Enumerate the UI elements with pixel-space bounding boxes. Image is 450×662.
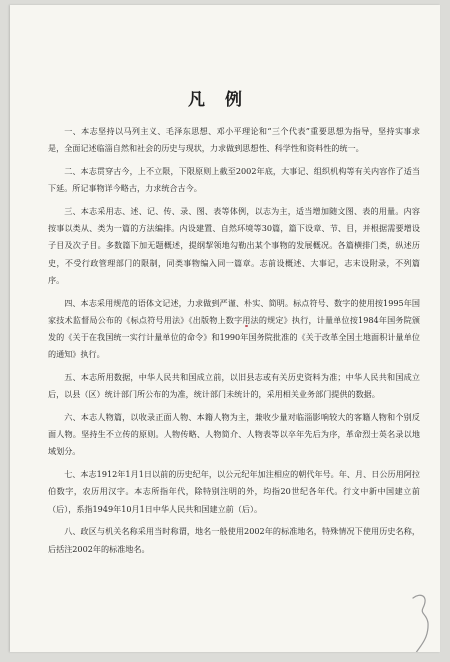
ink-mark xyxy=(245,325,248,327)
document-page xyxy=(10,5,440,652)
paragraph-5: 五、本志所用数据，中华人民共和国成立前，以旧县志或有关历史资料为准；中华人民共和国成立后，以县（区）统计部门所公布的为准，统计部门未统计的，采用相关业务部门提供的数据。 xyxy=(48,372,420,400)
page-title: 凡例 xyxy=(188,90,262,110)
paragraph-6: 六、本志人物篇，以收录正面人物、本籍人物为主，兼收少量对临淄影响较大的客籍人物和个别反面人物。坚持生不立传的原则。人物传略、人物简介、人物表等以卒年先后为序，革命烈士英名录以地域划分。 xyxy=(48,412,420,457)
handwritten-page-number-3 xyxy=(405,590,435,652)
document-body xyxy=(48,123,420,563)
paragraph-1: 一、本志坚持以马列主义、毛泽东思想、邓小平理论和“三个代表”重要思想为指导，坚持实事求是，全面记述临淄自然和社会的历史与现状，力求做到思想性、科学性和资料性的统一。 xyxy=(48,126,420,154)
paragraph-7: 七、本志1912年1月1日以前的历史纪年，以公元纪年加注相应的朝代年号。年、月、日公历用阿拉伯数字，农历用汉字。本志所指年代，除特别注明的外，均指20世纪各年代。行文中新中国建立前（后），系指1949年10月1日中华人民共和国建立前（后）。 xyxy=(48,469,420,514)
paragraph-4: 四、本志采用规范的语体文记述，力求做到严谨、朴实、简明。标点符号、数字的使用按1995年国家技术监督局公布的《标点符号用法》《出版物上数字用法的规定》执行，计量单位按1984年国务院颁发的《关于在我国统一实行计量单位的命令》和1990年国务院批准的《关于改革全国土地面积计量单位的通知》执行。 xyxy=(48,297,420,360)
paragraph-8: 八、政区与机关名称采用当时称谓，地名一般使用2002年的标准地名，特殊情况下使用历史名称，后括注2002年的标准地名。 xyxy=(48,526,420,554)
paragraph-2: 二、本志贯穿古今，上不立限，下限原则上截至2002年底，大事记、组织机构等有关内容作了适当下延。所记事物详今略古，力求统合古今。 xyxy=(48,166,420,194)
paragraph-3: 三、本志采用志、述、记、传、录、图、表等体例，以志为主，适当增加随文图、表的用量。内容按事以类从、类为一篇的方法编排。内设建置、自然环境等30篇，篇下设章、节、目，并根据需要增设子目及次子目。多数篇下加无题概述，提纲挈领地勾勒出某个事物的发展概况。各篇横排门类，纵述历史，不受行政管理部门的限制，同类事物编入同一篇章。志前设概述、大事记，志末设附录，不列篇序。 xyxy=(48,206,420,285)
